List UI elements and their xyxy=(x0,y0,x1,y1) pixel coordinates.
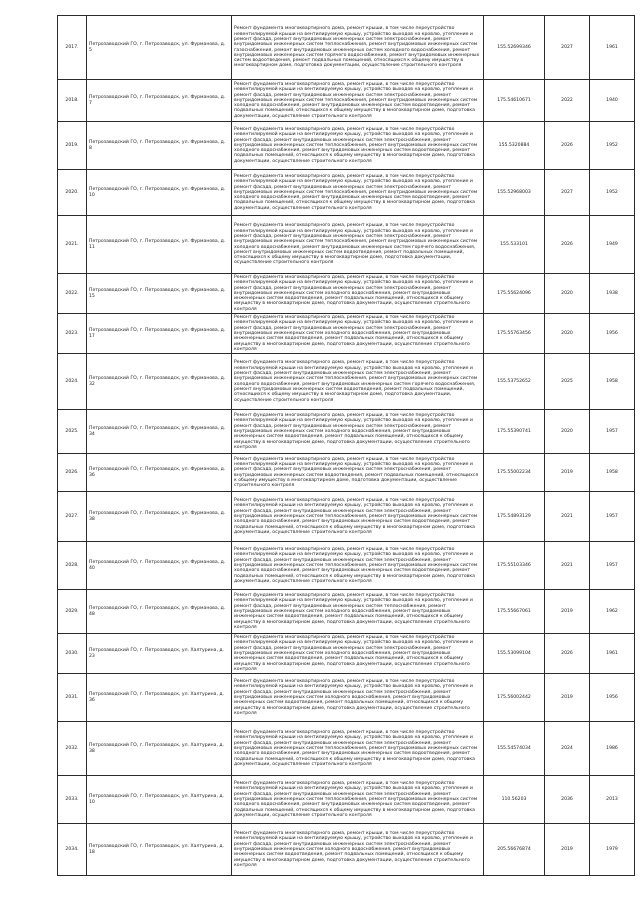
repair-works: Ремонт фундамента многоквартирного дома, ремонт крыши, в том числе переустройство невентилируемой крыши на вентилируемую крышу, устройство выходов на кровлю, утепление и ремонт фасада, ремонт внутридомовых инженерных систем электроснабжения, ремонт внутридомовых инженерных систем холодного водоснабжения, ремонт внутридомовых инженерных систем водоотведения, ремонт подвальных помещений, относящихся к общему имуществу в многоквартирном доме, подготовка документации, осуществление строительного контроля xyxy=(232,274,484,314)
planned-year: 2026 xyxy=(545,122,590,170)
row-number: 2030. xyxy=(58,634,87,674)
repair-works: Ремонт фундамента многоквартирного дома, ремонт крыши, в том числе переустройство невентилируемой крыши на вентилируемую крышу, устройство выходов на кровлю, утепление и ремонт фасада, ремонт внутридомовых инженерных систем электроснабжения, ремонт внутридомовых инженерных систем холодного водоснабжения, ремонт внутридомовых инженерных систем водоотведения, ремонт подвальных помещений, относящихся к общему имуществу в многоквартирном доме, подготовка документации, осуществление строительного контроля xyxy=(232,634,484,674)
build-year: 1961 xyxy=(590,634,635,674)
planned-year: 2019 xyxy=(545,454,590,492)
repair-works: Ремонт фундамента многоквартирного дома, ремонт крыши, в том числе переустройство невентилируемой крыши на вентилируемую крышу, устройство выходов на кровлю, утепление и ремонт фасада, ремонт внутридомовых инженерных систем электроснабжения, ремонт внутридомовых инженерных систем теплоснабжения, ремонт внутридомовых инженерных систем холодного водоснабжения, ремонт внутридомовых инженерных систем водоотведения, ремонт подвальных помещений, относящихся к общему имуществу в многоквартирном доме, подготовка документации, осуществление строительного контроля xyxy=(232,776,484,824)
house-address: Петрозаводский ГО, г. Петрозаводск, ул. Фурманова, д. 5 xyxy=(87,16,232,80)
repair-cost: 175.55624096 xyxy=(484,274,545,314)
row-number: 2023. xyxy=(58,314,87,354)
build-year: 1952 xyxy=(590,170,635,216)
repair-cost: 110.56203 xyxy=(484,776,545,824)
house-address: Петрозаводский ГО, г. Петрозаводск, ул. Фурманова, д. 15 xyxy=(87,274,232,314)
repair-works: Ремонт фундамента многоквартирного дома, ремонт крыши, в том числе переустройство невентилируемой крыши на вентилируемую крышу, устройство выходов на кровлю, утепление и ремонт фасада, ремонт внутридомовых инженерных систем теплоснабжения, ремонт внутридомовых инженерных систем холодного водоснабжения, ремонт внутридомовых инженерных систем водоотведения, ремонт подвальных помещений, относящихся к общему имуществу в многоквартирном доме, подготовка документации, осуществление строительного контроля xyxy=(232,590,484,634)
repair-works: Ремонт фундамента многоквартирного дома, ремонт крыши, в том числе переустройство невентилируемой крыши на вентилируемую крышу, устройство выходов на кровлю, утепление и ремонт фасада, ремонт внутридомовых инженерных систем электроснабжения, ремонт внутридомовых инженерных систем теплоснабжения, ремонт внутридомовых инженерных систем холодного водоснабжения, ремонт внутридомовых инженерных систем водоотведения, ремонт подвальных помещений, относящихся к общему имуществу в многоквартирном доме, подготовка документации, осуществление строительного контроля xyxy=(232,722,484,776)
house-address: Петрозаводский ГО, г. Петрозаводск, ул. Фурманова, д. 8 xyxy=(87,122,232,170)
table-row xyxy=(58,122,635,170)
house-address: Петрозаводский ГО, г. Петрозаводск, ул. Халтурина, д. 10 xyxy=(87,776,232,824)
planned-year: 2024 xyxy=(545,722,590,776)
planned-year: 2026 xyxy=(545,634,590,674)
build-year: 1962 xyxy=(590,590,635,634)
house-address: Петрозаводский ГО, г. Петрозаводск, ул. Фурманова, д. 34 xyxy=(87,410,232,454)
planned-year: 2020 xyxy=(545,314,590,354)
repair-cost: 155.53099104 xyxy=(484,634,545,674)
row-number: 2031. xyxy=(58,674,87,722)
build-year: 1957 xyxy=(590,410,635,454)
row-number: 2020. xyxy=(58,170,87,216)
row-number: 2029. xyxy=(58,590,87,634)
repair-works: Ремонт фундамента многоквартирного дома, ремонт крыши, в том числе переустройство невентилируемой крыши на вентилируемую крышу, устройство выходов на кровлю, утепление и ремонт фасада, ремонт внутридомовых инженерных систем электроснабжения, ремонт внутридомовых инженерных систем холодного водоснабжения, ремонт внутридомовых инженерных систем водоотведения, ремонт подвальных помещений, относящихся к общему имуществу в многоквартирном доме, подготовка документации, осуществление строительного контроля xyxy=(232,410,484,454)
house-address: Петрозаводский ГО, г. Петрозаводск, ул. Фурманова, д. 38 xyxy=(87,492,232,542)
table-row xyxy=(58,634,635,674)
build-year: 1957 xyxy=(590,542,635,590)
repair-cost: 155.52968003 xyxy=(484,170,545,216)
repair-cost: 175.54893129 xyxy=(484,492,545,542)
table-row xyxy=(58,454,635,492)
house-address: Петрозаводский ГО, г. Петрозаводск, ул. Фурманова, д. 36 xyxy=(87,454,232,492)
build-year: 1952 xyxy=(590,122,635,170)
build-year: 1957 xyxy=(590,492,635,542)
house-address: Петрозаводский ГО, г. Петрозаводск, ул. Халтурина, д. 38 xyxy=(87,722,232,776)
planned-year: 2027 xyxy=(545,16,590,80)
table-row xyxy=(58,354,635,410)
repair-works: Ремонт фундамента многоквартирного дома, ремонт крыши, в том числе переустройство невентилируемой крыши на вентилируемую крышу, устройство выходов на кровлю, утепление и ремонт фасада, ремонт внутридомовых инженерных систем электроснабжения, ремонт внутридомовых инженерных систем теплоснабжения, ремонт внутридомовых инженерных систем холодного водоснабжения, ремонт внутридомовых инженерных систем водоотведения, ремонт подвальных помещений, относящихся к общему имуществу в многоквартирном доме, подготовка документации, осуществление строительного контроля xyxy=(232,80,484,122)
planned-year: 2019 xyxy=(545,590,590,634)
planned-year: 2025 xyxy=(545,354,590,410)
build-year: 1986 xyxy=(590,722,635,776)
table-row xyxy=(58,590,635,634)
repair-works: Ремонт фундамента многоквартирного дома, ремонт крыши, в том числе переустройство невентилируемой крыши на вентилируемую крышу, устройство выходов на кровлю, утепление и ремонт фасада, ремонт внутридомовых инженерных систем электроснабжения, ремонт внутридомовых инженерных систем теплоснабжения, ремонт внутридомовых инженерных систем холодного водоснабжения, ремонт внутридомовых инженерных систем горячего водоснабжения, ремонт внутридомовых инженерных систем водоотведения, ремонт подвальных помещений, относящихся к общему имуществу в многоквартирном доме, подготовка документации, осуществление строительного контроля xyxy=(232,216,484,274)
planned-year: 2020 xyxy=(545,410,590,454)
planned-year: 2022 xyxy=(545,80,590,122)
repair-cost: 175.56002442 xyxy=(484,674,545,722)
repair-works: Ремонт фундамента многоквартирного дома, ремонт крыши, в том числе переустройство невентилируемой крыши на вентилируемую крышу, устройство выходов на кровлю, утепление и ремонт фасада, ремонт внутридомовых инженерных систем электроснабжения, ремонт внутридомовых инженерных систем теплоснабжения, ремонт внутридомовых инженерных систем газоснабжения, ремонт внутридомовых инженерных систем холодного водоснабжения, ремонт внутридомовых инженерных систем горячего водоснабжения, ремонт внутридомовых инженерных систем водоотведения, ремонт подвальных помещений, относящихся к общему имуществу в многоквартирном доме, подготовка документации, осуществление строительного контроля xyxy=(232,16,484,80)
row-number: 2026. xyxy=(58,454,87,492)
table-row xyxy=(58,410,635,454)
repair-cost: 175.55667061 xyxy=(484,590,545,634)
table-row xyxy=(58,492,635,542)
table-row xyxy=(58,722,635,776)
planned-year: 2026 xyxy=(545,216,590,274)
planned-year: 2019 xyxy=(545,824,590,876)
planned-year: 2021 xyxy=(545,492,590,542)
repair-works: Ремонт фундамента многоквартирного дома, ремонт крыши, в том числе переустройство невентилируемой крыши на вентилируемую крышу, устройство выходов на кровлю, утепление и ремонт фасада, ремонт внутридомовых инженерных систем электроснабжения, ремонт внутридомовых инженерных систем теплоснабжения, ремонт внутридомовых инженерных систем холодного водоснабжения, ремонт внутридомовых инженерных систем горячего водоснабжения, ремонт внутридомовых инженерных систем водоотведения, ремонт подвальных помещений, относящихся к общему имуществу в многоквартирном доме, подготовка документации, осуществление строительного контроля xyxy=(232,354,484,410)
repair-works: Ремонт фундамента многоквартирного дома, ремонт крыши, в том числе переустройство невентилируемой крыши на вентилируемую крышу, устройство выходов на кровлю, утепление и ремонт фасада, ремонт внутридомовых инженерных систем электроснабжения, ремонт внутридомовых инженерных систем холодного водоснабжения, ремонт внутридомовых инженерных систем водоотведения, ремонт подвальных помещений, относящихся к общему имуществу в многоквартирном доме, подготовка документации, осуществление строительного контроля xyxy=(232,314,484,354)
repair-cost: 155.5320884 xyxy=(484,122,545,170)
repair-registry-table xyxy=(57,15,635,876)
table-row xyxy=(58,16,635,80)
house-address: Петрозаводский ГО, г. Петрозаводск, ул. Фурманова, д. 40 xyxy=(87,542,232,590)
repair-cost: 155.54574034 xyxy=(484,722,545,776)
row-number: 2028. xyxy=(58,542,87,590)
repair-works: Ремонт фундамента многоквартирного дома, ремонт крыши, в том числе переустройство невентилируемой крыши на вентилируемую крышу, устройство выходов на кровлю, утепление и ремонт фасада, ремонт внутридомовых инженерных систем электроснабжения, ремонт внутридомовых инженерных систем теплоснабжения, ремонт внутридомовых инженерных систем холодного водоснабжения, ремонт внутридомовых инженерных систем водоотведения, ремонт подвальных помещений, относящихся к общему имуществу в многоквартирном доме, подготовка документации, осуществление строительного контроля xyxy=(232,492,484,542)
repair-works: Ремонт фундамента многоквартирного дома, ремонт крыши, в том числе переустройство невентилируемой крыши на вентилируемую крышу, устройство выходов на кровлю, утепление и ремонт фасада, ремонт внутридомовых инженерных систем электроснабжения, ремонт внутридомовых инженерных систем теплоснабжения, ремонт внутридомовых инженерных систем холодного водоснабжения, ремонт внутридомовых инженерных систем водоотведения, ремонт подвальных помещений, относящихся к общему имуществу в многоквартирном доме, подготовка документации, осуществление строительного контроля xyxy=(232,170,484,216)
house-address: Петрозаводский ГО, г. Петрозаводск, ул. Фурманова, д. 32 xyxy=(87,354,232,410)
house-address: Петрозаводский ГО, г. Петрозаводск, ул. Фурманова, д. 11 xyxy=(87,216,232,274)
house-address: Петрозаводский ГО, г. Петрозаводск, ул. Фурманова, д. 48 xyxy=(87,590,232,634)
row-number: 2032. xyxy=(58,722,87,776)
build-year: 1958 xyxy=(590,454,635,492)
row-number: 2025. xyxy=(58,410,87,454)
registry-table-body xyxy=(58,16,635,876)
table-row xyxy=(58,314,635,354)
house-address: Петрозаводский ГО, г. Петрозаводск, ул. Халтурина, д. 23 xyxy=(87,634,232,674)
repair-cost: 155.53752652 xyxy=(484,354,545,410)
row-number: 2024. xyxy=(58,354,87,410)
table-row xyxy=(58,824,635,876)
repair-cost: 175.55390741 xyxy=(484,410,545,454)
table-row xyxy=(58,216,635,274)
row-number: 2033. xyxy=(58,776,87,824)
planned-year: 2019 xyxy=(545,674,590,722)
table-row xyxy=(58,674,635,722)
table-row xyxy=(58,274,635,314)
build-year: 1956 xyxy=(590,314,635,354)
house-address: Петрозаводский ГО, г. Петрозаводск, ул. Фурманова, д. 10 xyxy=(87,170,232,216)
build-year: 1938 xyxy=(590,274,635,314)
repair-cost: 155.533101 xyxy=(484,216,545,274)
planned-year: 2020 xyxy=(545,274,590,314)
row-number: 2022. xyxy=(58,274,87,314)
repair-cost: 205.56676874 xyxy=(484,824,545,876)
planned-year: 2027 xyxy=(545,170,590,216)
row-number: 2019. xyxy=(58,122,87,170)
repair-cost: 175.54610671 xyxy=(484,80,545,122)
repair-cost: 175.55002234 xyxy=(484,454,545,492)
table-row xyxy=(58,170,635,216)
planned-year: 2036 xyxy=(545,776,590,824)
row-number: 2027. xyxy=(58,492,87,542)
row-number: 2017. xyxy=(58,16,87,80)
row-number: 2018. xyxy=(58,80,87,122)
repair-works: Ремонт фундамента многоквартирного дома, ремонт крыши, в том числе переустройство невентилируемой крыши на вентилируемую крышу, устройство выходов на кровлю, утепление и ремонт фасада, ремонт внутридомовых инженерных систем электроснабжения, ремонт внутридомовых инженерных систем холодного водоснабжения, ремонт внутридомовых инженерных систем водоотведения, ремонт подвальных помещений, относящихся к общему имуществу в многоквартирном доме, подготовка документации, осуществление строительного контроля xyxy=(232,824,484,876)
build-year: 2013 xyxy=(590,776,635,824)
row-number: 2021. xyxy=(58,216,87,274)
repair-cost: 155.52699346 xyxy=(484,16,545,80)
build-year: 1958 xyxy=(590,354,635,410)
house-address: Петрозаводский ГО, г. Петрозаводск, ул. Фурманова, д. 7 xyxy=(87,80,232,122)
table-row xyxy=(58,542,635,590)
build-year: 1949 xyxy=(590,216,635,274)
planned-year: 2021 xyxy=(545,542,590,590)
build-year: 1961 xyxy=(590,16,635,80)
build-year: 1979 xyxy=(590,824,635,876)
build-year: 1940 xyxy=(590,80,635,122)
house-address: Петрозаводский ГО, г. Петрозаводск, ул. Халтурина, д. 18 xyxy=(87,824,232,876)
repair-works: Ремонт фундамента многоквартирного дома, ремонт крыши, в том числе переустройство невентилируемой крыши на вентилируемую крышу, устройство выходов на кровлю, утепление и ремонт фасада, ремонт внутридомовых инженерных систем электроснабжения, ремонт внутридомовых инженерных систем водоотведения, ремонт подвальных помещений, относящихся к общему имуществу в многоквартирном доме, подготовка документации, осуществление строительного контроля xyxy=(232,454,484,492)
repair-cost: 175.55763456 xyxy=(484,314,545,354)
house-address: Петрозаводский ГО, г. Петрозаводск, ул. Халтурина, д. 36 xyxy=(87,674,232,722)
table-row xyxy=(58,80,635,122)
table-row xyxy=(58,776,635,824)
repair-works: Ремонт фундамента многоквартирного дома, ремонт крыши, в том числе переустройство невентилируемой крыши на вентилируемую крышу, устройство выходов на кровлю, утепление и ремонт фасада, ремонт внутридомовых инженерных систем электроснабжения, ремонт внутридомовых инженерных систем теплоснабжения, ремонт внутридомовых инженерных систем холодного водоснабжения, ремонт внутридомовых инженерных систем водоотведения, ремонт подвальных помещений, относящихся к общему имуществу в многоквартирном доме, подготовка документации, осуществление строительного контроля xyxy=(232,542,484,590)
house-address: Петрозаводский ГО, г. Петрозаводск, ул. Фурманова, д. 17 xyxy=(87,314,232,354)
repair-works: Ремонт фундамента многоквартирного дома, ремонт крыши, в том числе переустройство невентилируемой крыши на вентилируемую крышу, устройство выходов на кровлю, утепление и ремонт фасада, ремонт внутридомовых инженерных систем электроснабжения, ремонт внутридомовых инженерных систем холодного водоснабжения, ремонт внутридомовых инженерных систем водоотведения, ремонт подвальных помещений, относящихся к общему имуществу в многоквартирном доме, подготовка документации, осуществление строительного контроля xyxy=(232,674,484,722)
repair-cost: 175.55103346 xyxy=(484,542,545,590)
repair-works: Ремонт фундамента многоквартирного дома, ремонт крыши, в том числе переустройство невентилируемой крыши на вентилируемую крышу, устройство выходов на кровлю, утепление и ремонт фасада, ремонт внутридомовых инженерных систем электроснабжения, ремонт внутридомовых инженерных систем теплоснабжения, ремонт внутридомовых инженерных систем холодного водоснабжения, ремонт внутридомовых инженерных систем водоотведения, ремонт подвальных помещений, относящихся к общему имуществу в многоквартирном доме, подготовка документации, осуществление строительного контроля xyxy=(232,122,484,170)
build-year: 1956 xyxy=(590,674,635,722)
row-number: 2034. xyxy=(58,824,87,876)
